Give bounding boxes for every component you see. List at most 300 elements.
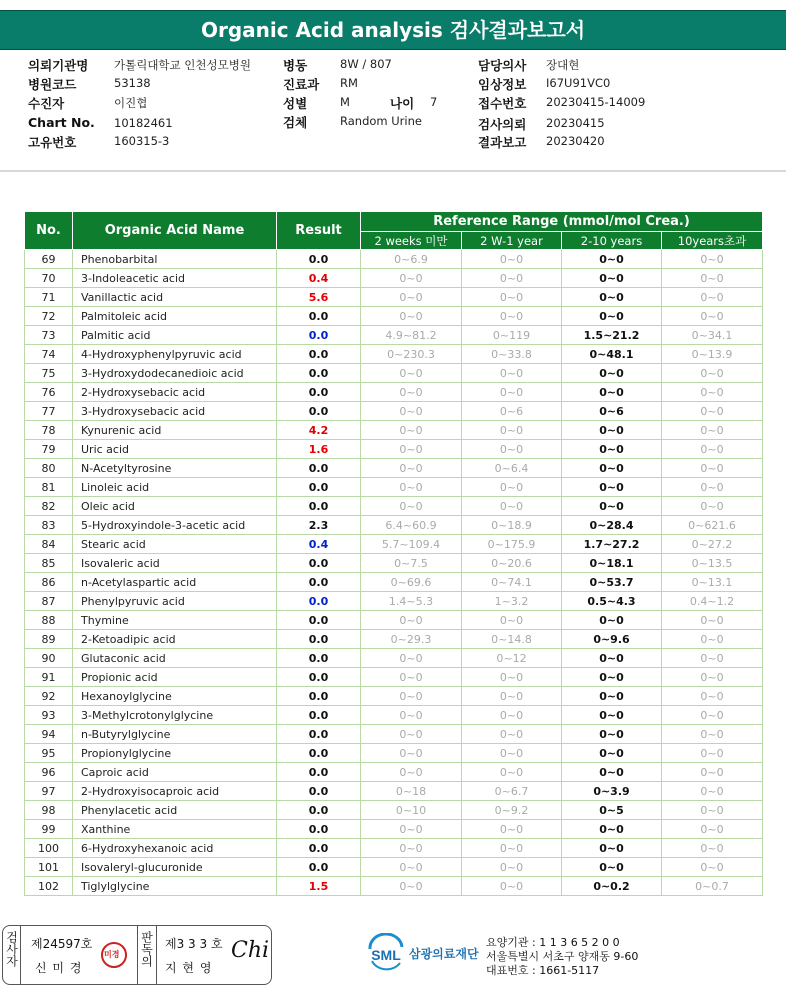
ref-2-10y: 0~0: [562, 421, 662, 440]
ref-2weeks: 0~0: [361, 611, 462, 630]
table-row: [25, 839, 763, 858]
table-row: [25, 592, 763, 611]
reviewer-signature: Chi: [231, 938, 270, 963]
ref-2w-1y: 0~20.6: [462, 554, 562, 573]
ref-2-10y: 0~0: [562, 763, 662, 782]
ref-2-10y: 0~0: [562, 497, 662, 516]
table-row: [25, 611, 763, 630]
table-row: [25, 364, 763, 383]
organization-line: 요양기관 : 1 1 3 6 5 2 0 0: [486, 936, 620, 949]
ref-2w-1y: 0~0: [462, 497, 562, 516]
ref-10y-plus: 0~0: [662, 611, 763, 630]
row-number: 88: [25, 611, 73, 630]
row-number: 75: [25, 364, 73, 383]
ref-2weeks: 0~0: [361, 478, 462, 497]
ref-2w-1y: 0~33.8: [462, 345, 562, 364]
info-label: 진료과: [283, 77, 320, 92]
patient-info: [0, 56, 786, 152]
acid-name: 3-Hydroxysebacic acid: [73, 402, 277, 421]
table-row: [25, 440, 763, 459]
result-value: 0.0: [277, 858, 361, 877]
row-number: 90: [25, 649, 73, 668]
ref-10y-plus: 0~0: [662, 307, 763, 326]
results-table-body: [25, 250, 763, 896]
row-number: 74: [25, 345, 73, 364]
organization-line: 서울특별시 서초구 양재동 9-60: [486, 950, 639, 963]
ref-2weeks: 4.9~81.2: [361, 326, 462, 345]
row-number: 91: [25, 668, 73, 687]
acid-name: N-Acetyltyrosine: [73, 459, 277, 478]
table-row: [25, 307, 763, 326]
ref-2weeks: 0~0: [361, 744, 462, 763]
row-number: 87: [25, 592, 73, 611]
info-value: 가톨릭대학교 인천성모병원: [114, 58, 251, 72]
row-number: 101: [25, 858, 73, 877]
table-row: [25, 573, 763, 592]
table-row: [25, 649, 763, 668]
ref-2-10y: 0~53.7: [562, 573, 662, 592]
ref-10y-plus: 0~0: [662, 288, 763, 307]
result-value: 0.0: [277, 763, 361, 782]
acid-name: 2-Hydroxyisocaproic acid: [73, 782, 277, 801]
acid-name: 6-Hydroxyhexanoic acid: [73, 839, 277, 858]
column-header-name: Organic Acid Name: [73, 212, 277, 250]
ref-2w-1y: 0~0: [462, 687, 562, 706]
table-row: [25, 269, 763, 288]
ref-2w-1y: 0~0: [462, 383, 562, 402]
info-label: 담당의사: [478, 58, 527, 73]
ref-10y-plus: 0~0.7: [662, 877, 763, 896]
sml-logo-icon: [366, 933, 406, 971]
ref-2weeks: 0~0: [361, 383, 462, 402]
ref-10y-plus: 0~0: [662, 725, 763, 744]
ref-2w-1y: 0~14.8: [462, 630, 562, 649]
acid-name: Oleic acid: [73, 497, 277, 516]
ref-2w-1y: 0~74.1: [462, 573, 562, 592]
acid-name: Uric acid: [73, 440, 277, 459]
row-number: 94: [25, 725, 73, 744]
ref-2-10y: 0~0.2: [562, 877, 662, 896]
table-row: [25, 535, 763, 554]
row-number: 80: [25, 459, 73, 478]
result-value: 0.0: [277, 725, 361, 744]
info-label: 접수번호: [478, 96, 527, 111]
result-value: 0.0: [277, 326, 361, 345]
ref-10y-plus: 0~0: [662, 744, 763, 763]
row-number: 85: [25, 554, 73, 573]
row-number: 81: [25, 478, 73, 497]
row-number: 99: [25, 820, 73, 839]
info-value: 7: [430, 95, 438, 109]
acid-name: Palmitoleic acid: [73, 307, 277, 326]
ref-2-10y: 0~28.4: [562, 516, 662, 535]
result-value: 1.6: [277, 440, 361, 459]
acid-name: Tiglylglycine: [73, 877, 277, 896]
section-divider: [0, 170, 786, 172]
ref-2weeks: 0~0: [361, 706, 462, 725]
info-label: 임상정보: [478, 77, 527, 92]
ref-10y-plus: 0~34.1: [662, 326, 763, 345]
ref-2-10y: 0~0: [562, 250, 662, 269]
table-row: [25, 383, 763, 402]
ref-2-10y: 0~0: [562, 288, 662, 307]
info-label: 나이: [390, 96, 415, 111]
row-number: 83: [25, 516, 73, 535]
info-value: 160315-3: [114, 134, 170, 148]
result-value: 0.0: [277, 687, 361, 706]
ref-10y-plus: 0~0: [662, 649, 763, 668]
acid-name: 3-Hydroxydodecanedioic acid: [73, 364, 277, 383]
ref-2w-1y: 0~0: [462, 307, 562, 326]
result-value: 0.0: [277, 383, 361, 402]
inspector-name: 신 미 경: [35, 961, 83, 975]
ref-10y-plus: 0~0: [662, 630, 763, 649]
acid-name: 3-Indoleacetic acid: [73, 269, 277, 288]
ref-10y-plus: 0~0: [662, 687, 763, 706]
column-header-ref-2weeks: 2 weeks 미만: [361, 232, 462, 250]
reviewer-name: 지 현 영: [165, 961, 213, 975]
row-number: 98: [25, 801, 73, 820]
ref-10y-plus: 0~0: [662, 478, 763, 497]
result-value: 0.0: [277, 839, 361, 858]
acid-name: Phenobarbital: [73, 250, 277, 269]
result-value: 4.2: [277, 421, 361, 440]
ref-2w-1y: 0~0: [462, 668, 562, 687]
inspector-label-text: 검사자: [4, 931, 19, 967]
ref-2weeks: 6.4~60.9: [361, 516, 462, 535]
result-value: 2.3: [277, 516, 361, 535]
ref-2-10y: 0~0: [562, 725, 662, 744]
seal-text: 미경: [104, 950, 120, 959]
ref-10y-plus: 0~13.5: [662, 554, 763, 573]
table-row: [25, 402, 763, 421]
table-row: [25, 820, 763, 839]
ref-2weeks: 0~0: [361, 687, 462, 706]
result-value: 0.0: [277, 820, 361, 839]
ref-10y-plus: 0~0: [662, 706, 763, 725]
ref-10y-plus: 0~0: [662, 820, 763, 839]
signature-box: [2, 925, 272, 985]
row-number: 92: [25, 687, 73, 706]
table-row: [25, 668, 763, 687]
table-row: [25, 687, 763, 706]
ref-2weeks: 0~0: [361, 725, 462, 744]
result-value: 1.5: [277, 877, 361, 896]
ref-2w-1y: 0~18.9: [462, 516, 562, 535]
ref-2-10y: 0~0: [562, 459, 662, 478]
table-row: [25, 725, 763, 744]
info-value: M: [340, 95, 350, 109]
ref-10y-plus: 0~0: [662, 497, 763, 516]
ref-2weeks: 0~0: [361, 763, 462, 782]
ref-2w-1y: 0~0: [462, 877, 562, 896]
info-label: 검사의뢰: [478, 117, 527, 132]
acid-name: n-Acetylaspartic acid: [73, 573, 277, 592]
ref-10y-plus: 0~0: [662, 858, 763, 877]
organization-line: 대표번호 : 1661-5117: [486, 964, 600, 977]
acid-name: Isovaleric acid: [73, 554, 277, 573]
info-label: 의뢰기관명: [28, 58, 89, 73]
ref-2-10y: 0~9.6: [562, 630, 662, 649]
table-row: [25, 763, 763, 782]
result-value: 0.0: [277, 497, 361, 516]
column-header-reference-range: Reference Range (mmol/mol Crea.): [361, 212, 763, 232]
row-number: 69: [25, 250, 73, 269]
table-row: [25, 250, 763, 269]
ref-2-10y: 0~0: [562, 668, 662, 687]
info-label: 병원코드: [28, 77, 77, 92]
acid-name: Thymine: [73, 611, 277, 630]
acid-name: Glutaconic acid: [73, 649, 277, 668]
ref-2w-1y: 0~175.9: [462, 535, 562, 554]
ref-2w-1y: 0~0: [462, 744, 562, 763]
result-value: 0.4: [277, 535, 361, 554]
ref-10y-plus: 0.4~1.2: [662, 592, 763, 611]
result-value: 0.0: [277, 630, 361, 649]
result-value: 0.0: [277, 668, 361, 687]
row-number: 100: [25, 839, 73, 858]
ref-2-10y: 0~18.1: [562, 554, 662, 573]
ref-2weeks: 0~0: [361, 402, 462, 421]
row-number: 70: [25, 269, 73, 288]
ref-2weeks: 0~0: [361, 307, 462, 326]
ref-2weeks: 0~230.3: [361, 345, 462, 364]
result-value: 0.0: [277, 459, 361, 478]
ref-2weeks: 1.4~5.3: [361, 592, 462, 611]
result-value: 0.0: [277, 573, 361, 592]
ref-10y-plus: 0~0: [662, 668, 763, 687]
ref-10y-plus: 0~0: [662, 364, 763, 383]
info-value: I67U91VC0: [546, 76, 611, 90]
ref-2w-1y: 0~6.7: [462, 782, 562, 801]
result-value: 0.0: [277, 478, 361, 497]
acid-name: Propionic acid: [73, 668, 277, 687]
ref-2weeks: 0~0: [361, 877, 462, 896]
info-value: 10182461: [114, 116, 173, 130]
result-value: 0.0: [277, 592, 361, 611]
ref-10y-plus: 0~13.9: [662, 345, 763, 364]
table-row: [25, 345, 763, 364]
row-number: 95: [25, 744, 73, 763]
row-number: 79: [25, 440, 73, 459]
ref-2-10y: 0~0: [562, 820, 662, 839]
table-row: [25, 478, 763, 497]
ref-2weeks: 0~0: [361, 459, 462, 478]
acid-name: Vanillactic acid: [73, 288, 277, 307]
ref-2w-1y: 0~0: [462, 288, 562, 307]
ref-2-10y: 0~0: [562, 440, 662, 459]
ref-2w-1y: 0~0: [462, 611, 562, 630]
ref-2-10y: 0~0: [562, 269, 662, 288]
table-row: [25, 782, 763, 801]
acid-name: Xanthine: [73, 820, 277, 839]
result-value: 0.0: [277, 744, 361, 763]
ref-2w-1y: 0~0: [462, 706, 562, 725]
column-header-ref-2-10y: 2-10 years: [562, 232, 662, 250]
result-value: 0.0: [277, 250, 361, 269]
ref-2-10y: 0~48.1: [562, 345, 662, 364]
row-number: 82: [25, 497, 73, 516]
ref-2weeks: 0~69.6: [361, 573, 462, 592]
ref-10y-plus: 0~0: [662, 801, 763, 820]
ref-2-10y: 0~0: [562, 839, 662, 858]
row-number: 93: [25, 706, 73, 725]
ref-2weeks: 5.7~109.4: [361, 535, 462, 554]
ref-2w-1y: 0~0: [462, 839, 562, 858]
acid-name: Linoleic acid: [73, 478, 277, 497]
row-number: 89: [25, 630, 73, 649]
ref-2-10y: 0~5: [562, 801, 662, 820]
result-value: 0.0: [277, 364, 361, 383]
ref-2w-1y: 0~0: [462, 725, 562, 744]
info-label: 고유번호: [28, 135, 77, 150]
ref-2-10y: 1.5~21.2: [562, 326, 662, 345]
table-row: [25, 516, 763, 535]
ref-2-10y: 0~0: [562, 383, 662, 402]
ref-2w-1y: 0~0: [462, 858, 562, 877]
ref-2weeks: 0~0: [361, 497, 462, 516]
result-value: 5.6: [277, 288, 361, 307]
row-number: 77: [25, 402, 73, 421]
column-header-ref-2w-1y: 2 W-1 year: [462, 232, 562, 250]
table-row: [25, 858, 763, 877]
ref-10y-plus: 0~0: [662, 459, 763, 478]
row-number: 72: [25, 307, 73, 326]
table-row: [25, 801, 763, 820]
ref-2weeks: 0~0: [361, 421, 462, 440]
acid-name: 2-Hydroxysebacic acid: [73, 383, 277, 402]
table-row: [25, 706, 763, 725]
result-value: 0.0: [277, 402, 361, 421]
result-value: 0.0: [277, 611, 361, 630]
ref-2weeks: 0~0: [361, 668, 462, 687]
table-row: [25, 630, 763, 649]
ref-2weeks: 0~6.9: [361, 250, 462, 269]
ref-2w-1y: 0~6.4: [462, 459, 562, 478]
info-value: 20230420: [546, 134, 605, 148]
ref-2w-1y: 0~119: [462, 326, 562, 345]
ref-10y-plus: 0~0: [662, 269, 763, 288]
ref-2w-1y: 1~3.2: [462, 592, 562, 611]
ref-10y-plus: 0~0: [662, 763, 763, 782]
acid-name: Stearic acid: [73, 535, 277, 554]
row-number: 86: [25, 573, 73, 592]
ref-10y-plus: 0~0: [662, 402, 763, 421]
acid-name: 5-Hydroxyindole-3-acetic acid: [73, 516, 277, 535]
ref-2-10y: 0~0: [562, 478, 662, 497]
ref-2w-1y: 0~0: [462, 820, 562, 839]
result-value: 0.4: [277, 269, 361, 288]
acid-name: Isovaleryl-glucuronide: [73, 858, 277, 877]
ref-2-10y: 0~0: [562, 649, 662, 668]
row-number: 97: [25, 782, 73, 801]
info-value: 이진협: [114, 96, 148, 110]
info-label: 병동: [283, 58, 308, 73]
acid-name: n-Butyrylglycine: [73, 725, 277, 744]
info-label: Chart No.: [28, 115, 95, 130]
table-row: [25, 744, 763, 763]
ref-2-10y: 0.5~4.3: [562, 592, 662, 611]
ref-2weeks: 0~18: [361, 782, 462, 801]
ref-2-10y: 0~3.9: [562, 782, 662, 801]
table-row: [25, 326, 763, 345]
report-title: Organic Acid analysis 검사결과보고서: [0, 10, 786, 50]
info-value: 53138: [114, 76, 151, 90]
acid-name: Phenylacetic acid: [73, 801, 277, 820]
ref-2weeks: 0~0: [361, 288, 462, 307]
inspector-number: 제24597호: [31, 937, 93, 951]
info-label: 성별: [283, 96, 308, 111]
reviewer-label-text: 판독의: [139, 931, 154, 967]
acid-name: Palmitic acid: [73, 326, 277, 345]
ref-10y-plus: 0~0: [662, 383, 763, 402]
ref-2-10y: 0~0: [562, 706, 662, 725]
info-label: 결과보고: [478, 135, 527, 150]
ref-10y-plus: 0~0: [662, 782, 763, 801]
info-value: 20230415-14009: [546, 95, 646, 109]
result-value: 0.0: [277, 782, 361, 801]
reviewer-number: 제3 3 3 호: [165, 937, 223, 951]
result-value: 0.0: [277, 706, 361, 725]
ref-2weeks: 0~10: [361, 801, 462, 820]
ref-2-10y: 0~0: [562, 687, 662, 706]
row-number: 78: [25, 421, 73, 440]
info-value: Random Urine: [340, 114, 422, 128]
ref-2weeks: 0~0: [361, 649, 462, 668]
column-header-no: No.: [25, 212, 73, 250]
acid-name: 2-Ketoadipic acid: [73, 630, 277, 649]
table-row: [25, 554, 763, 573]
ref-10y-plus: 0~0: [662, 440, 763, 459]
ref-2weeks: 0~0: [361, 440, 462, 459]
acid-name: Kynurenic acid: [73, 421, 277, 440]
ref-2w-1y: 0~0: [462, 421, 562, 440]
ref-10y-plus: 0~0: [662, 421, 763, 440]
ref-10y-plus: 0~621.6: [662, 516, 763, 535]
ref-2weeks: 0~29.3: [361, 630, 462, 649]
reviewer-label: [137, 926, 157, 984]
info-value: 8W / 807: [340, 57, 392, 71]
ref-2-10y: 0~0: [562, 364, 662, 383]
ref-2-10y: 0~0: [562, 611, 662, 630]
info-value: 장대현: [546, 58, 580, 72]
acid-name: 4-Hydroxyphenylpyruvic acid: [73, 345, 277, 364]
ref-2weeks: 0~0: [361, 820, 462, 839]
ref-10y-plus: 0~0: [662, 839, 763, 858]
table-row: [25, 421, 763, 440]
ref-2weeks: 0~0: [361, 858, 462, 877]
ref-2w-1y: 0~0: [462, 250, 562, 269]
row-number: 102: [25, 877, 73, 896]
acid-name: Phenylpyruvic acid: [73, 592, 277, 611]
table-row: [25, 459, 763, 478]
row-number: 76: [25, 383, 73, 402]
column-header-result: Result: [277, 212, 361, 250]
info-value: 20230415: [546, 116, 605, 130]
table-row: [25, 877, 763, 896]
ref-2w-1y: 0~12: [462, 649, 562, 668]
row-number: 84: [25, 535, 73, 554]
acid-name: Propionylglycine: [73, 744, 277, 763]
result-value: 0.0: [277, 649, 361, 668]
row-number: 71: [25, 288, 73, 307]
ref-2-10y: 1.7~27.2: [562, 535, 662, 554]
result-value: 0.0: [277, 801, 361, 820]
row-number: 96: [25, 763, 73, 782]
ref-10y-plus: 0~27.2: [662, 535, 763, 554]
table-row: [25, 288, 763, 307]
inspector-seal: [101, 942, 127, 968]
